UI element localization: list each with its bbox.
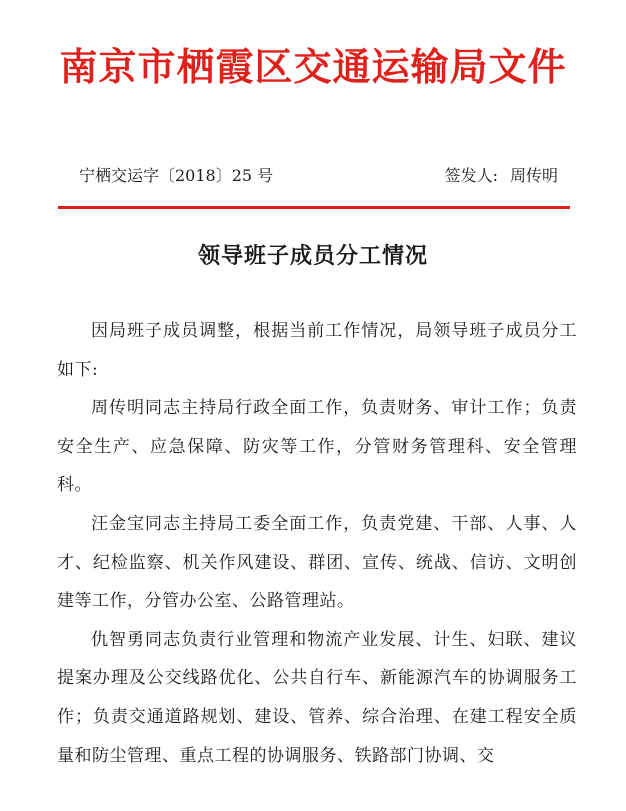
document-body (57, 312, 577, 775)
document-meta-row (79, 163, 558, 189)
body-paragraph: 因局班子成员调整，根据当前工作情况，局领导班子成员分工如下: (57, 321, 577, 380)
body-paragraph: 周传明同志主持局行政全面工作，负责财务、审计工作；负责安全生产、应急保障、防灾等工作，分管财务管理科、安全管理科。 (57, 398, 577, 496)
issuer-header: 南京市栖霞区交通运输局文件 (59, 44, 567, 89)
document-number: 宁栖交运字〔2018〕25 号 (79, 166, 274, 185)
document-title: 领导班子成员分工情况 (197, 243, 428, 269)
red-divider (58, 206, 570, 209)
signer-name: 周传明 (509, 166, 558, 185)
signer-block (445, 163, 558, 189)
body-paragraph: 汪金宝同志主持局工委全面工作，负责党建、干部、人事、人才、纪检监察、机关作风建设、群团、宣传、统战、信访、文明创建等工作，分管办公室、公路管理站。 (57, 513, 577, 612)
signer-label: 签发人: (444, 166, 498, 185)
body-paragraph: 仇智勇同志负责行业管理和物流产业发展、计生、妇联、建议提案办理及公交线路优化、公共自行车、新能源汽车的协调服务工作；负责交通道路规划、建设、管养、综合治理、在建工程安全质量和防尘管理、重点工程的协调服务、铁路部门协调、交 (57, 629, 577, 766)
